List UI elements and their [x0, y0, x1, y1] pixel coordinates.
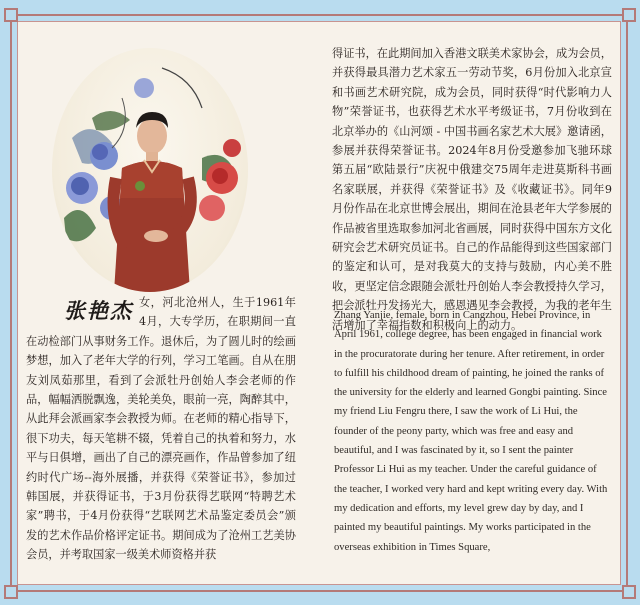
intro-continuation-paragraph: 得证书，在此期间加入香港文联美术家协会，成为会员，并获得最具潜力艺术家五一劳动节奖，6月份加入北京宣和书画艺术研究院，成为会员，同时获得“时代影响力人物”荣誉证书，也获得艺术水平考级证书，7月份收到在北京举办的《山河颂 - 中国书画名家艺术大展》邀请函，参展并获得荣誉证书。2024年8月份受邀参加飞驰环球第五届“欧陆景行”庆祝中俄建交75周年走进莫斯科书画名家联展，并获得《荣誉证书》及《收藏证书》。同年9月份作品在北京世博会展出，期间在沧县老年大学参展的作品被省里选取参加河北省画展，同时获得中国东方文化研究会艺术研究员证书。自己的作品能得到这些国家部门的鉴定和认可，是对我莫大的支持与鼓励，内心美不胜收，更坚定信念跟随会派牡丹创始人李会教授持久学习，把会派牡丹发扬光大，感恩遇见李会教授，为我的老年生活增加了幸福指数和积极向上的动力。 — [332, 47, 612, 332]
artist-portrait — [52, 48, 248, 292]
intro-text-continuation — [332, 44, 612, 335]
intro-text-chinese — [26, 293, 296, 565]
frame-corner-ornament — [622, 585, 636, 599]
artist-signature: 张艳杰 — [64, 298, 133, 323]
intro-paragraph: 女，河北沧州人，生于1961年4月，大专学历，在职期间一直在动检部门从事财务工作。退休后，为了圆儿时的绘画梦想，加入了老年大学的行列，学习工笔画。自从在朋友刘凤茹那里，看到了会派牡丹创始人李会老师的作品，幅幅洒脱飘逸，美轮美奂，眼前一亮，陶醉其中，从此拜会派画家李会教授为师。在老师的精心指导下，很下功夫，每天笔耕不辍，凭着自己的执着和努力，水平与日俱增，画出了自己的漂亮画作，作品曾参加了纽约时代广场--海外展播，并获得《荣誉证书》，参加过韩国展，并获得证书，于3月份获得艺联网“特聘艺术家”聘书，于4月份获得“艺联网艺术品鉴定委员会”颁发的艺术作品价格评定证书。期间成为了沧州工艺美协会员，并考取国家一级美术师资格并获 — [26, 296, 296, 562]
frame-corner-ornament — [622, 8, 636, 22]
english-translation — [334, 306, 612, 557]
english-paragraph: Zhang Yanjie, female, born in Cangzhou, Hebei Province, in April 1961, college degree, has been engaged in financial work in the procuratorate during her tenure. After retirement, in order to fulfill his childhood dream of painting, he joined the ranks of the university for the elderly and learned Gongbi painting. Since my friend Liu Fengru there, I saw the work of Li Hui, the founder of the peony party, which was free and easy and beautiful, and I was fascinated by it, so I sent the painter Professor Li Hui as my teacher. Under the careful guidance of the teacher, I worked very hard and kept writing every day. With my dedication and efforts, my level grew day by day, and I painted my beautiful paintings. My works participated in the overseas exhibition in Times Square, — [334, 310, 608, 553]
portrait-illustration — [52, 48, 248, 292]
frame-corner-ornament — [4, 8, 18, 22]
frame-corner-ornament — [4, 585, 18, 599]
